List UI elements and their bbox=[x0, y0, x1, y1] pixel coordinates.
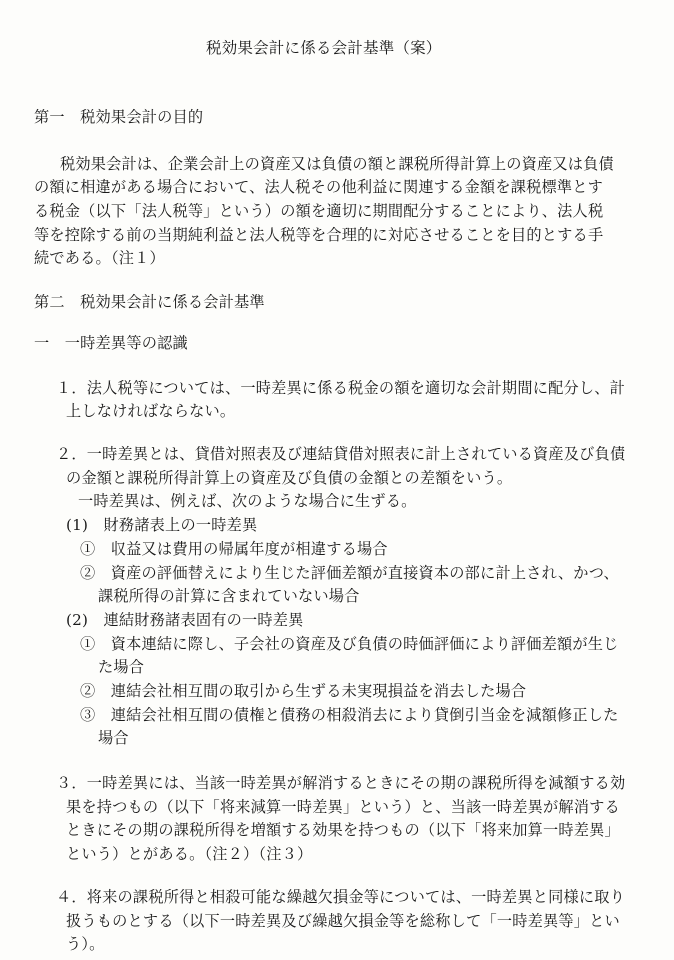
section-1-body-line: 税効果会計は、企業会計上の資産又は負債の額と課税所得計算上の資産又は負債 bbox=[60, 155, 614, 173]
sub-list-2-item: ② 連結会社相互間の取引から生ずる未実現損益を消去した場合 bbox=[80, 682, 527, 700]
sub-list-1-label: (1) 財務諸表上の一時差異 bbox=[66, 516, 258, 534]
sub-list-1-item: ① 収益又は費用の帰属年度が相違する場合 bbox=[80, 540, 388, 558]
item-4-line: う）。 bbox=[66, 935, 105, 953]
item-4-line: 扱うものとする（以下一時差異及び繰越欠損金等を総称して「一時差異等」とい bbox=[66, 912, 620, 930]
item-3-line: ３．一時差異には、当該一時差異が解消するときにその期の課税所得を減額する効 bbox=[56, 774, 626, 792]
item-2-line: の金額と課税所得計算上の資産及び負債の金額との差額をいう。 bbox=[66, 469, 513, 487]
sub-list-1-item: ② 資産の評価替えにより生じた評価差額が直接資本の部に計上され、かつ、 bbox=[80, 564, 619, 582]
sub-list-2-item: 場合 bbox=[98, 729, 129, 747]
item-2-line: ２．一時差異とは、貸借対照表及び連結貸借対照表に計上されている資産及び負債 bbox=[56, 445, 626, 463]
sub-list-2-item: た場合 bbox=[98, 658, 145, 676]
item-2-line: 一時差異は、例えば、次のような場合に生ずる。 bbox=[78, 492, 417, 510]
item-3-line: という）とがある。（注２）（注３） bbox=[66, 845, 313, 863]
item-3-line: ときにその期の課税所得を増額する効果を持つもの（以下「将来加算一時差異」 bbox=[66, 821, 620, 839]
section-1-body-line: の額に相違がある場合において、法人税その他利益に関連する金額を課税標準とす bbox=[34, 178, 604, 196]
item-1-line: 上しなければならない。 bbox=[66, 402, 236, 420]
section-2-heading: 第二 税効果会計に係る会計基準 bbox=[34, 293, 265, 311]
section-1-body-line: 続である。（注１） bbox=[34, 249, 165, 267]
section-1-heading: 第一 税効果会計の目的 bbox=[34, 108, 204, 126]
sub-list-2-item: ① 資本連結に際し、子会社の資産及び負債の時価評価により評価差額が生じ bbox=[80, 635, 619, 653]
document-title: 税効果会計に係る会計基準（案） bbox=[206, 39, 442, 57]
sub-list-2-label: (2) 連結財務諸表固有の一時差異 bbox=[66, 611, 304, 629]
sub-list-1-item: 課税所得の計算に含まれていない場合 bbox=[98, 587, 360, 605]
item-3-line: 果を持つもの（以下「将来減算一時差異」という）と、当該一時差異が解消する bbox=[66, 798, 620, 816]
item-4-line: ４．将来の課税所得と相殺可能な繰越欠損金等については、一時差異と同様に取り bbox=[56, 888, 626, 906]
section-1-body-line: 等を控除する前の当期純利益と法人税等を合理的に対応させることを目的とする手 bbox=[34, 226, 604, 244]
section-1-body-line: る税金（以下「法人税等」という）の額を適切に期間配分することにより、法人税 bbox=[34, 202, 604, 220]
item-1-line: １．法人税等については、一時差異に係る税金の額を適切な会計期間に配分し、計 bbox=[56, 379, 626, 397]
subsection-heading: 一 一時差異等の認識 bbox=[34, 334, 188, 352]
sub-list-2-item: ③ 連結会社相互間の債権と債務の相殺消去により貸倒引当金を減額修正した bbox=[80, 706, 619, 724]
